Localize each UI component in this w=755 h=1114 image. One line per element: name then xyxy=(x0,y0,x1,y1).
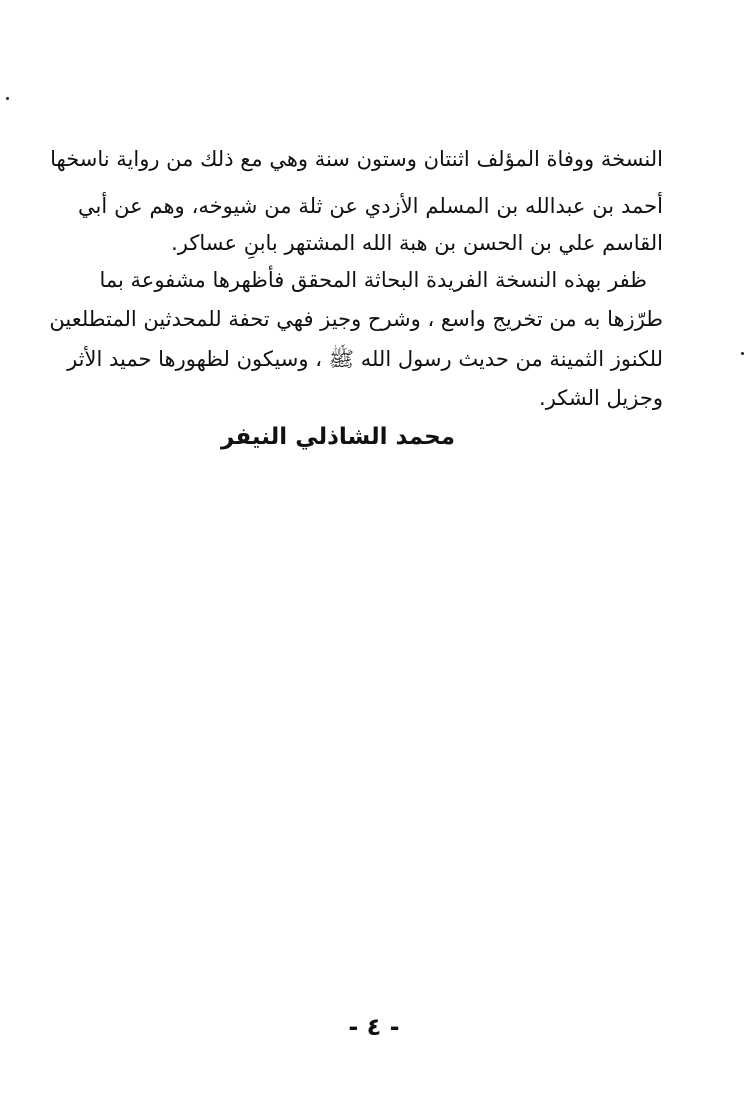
text-line: طرّزها به من تخريج واسع ، وشرح وجيز فهي تحفة للمحدثين المتطلعين xyxy=(49,307,663,331)
text-line: وجزيل الشكر. xyxy=(539,386,663,410)
author-signature: محمد الشاذلي النيفر xyxy=(221,424,455,450)
page-number: - ٤ - xyxy=(348,1013,400,1041)
margin-dot xyxy=(6,97,9,100)
body-text xyxy=(49,140,663,430)
text-line: ظفر بهذه النسخة الفريدة البحاثة المحقق فأظهرها مشفوعة بما xyxy=(99,268,647,292)
margin-dot xyxy=(741,352,744,355)
text-line: القاسم علي بن الحسن بن هبة الله المشتهر بابنِ عساكر. xyxy=(171,231,663,255)
text-line: النسخة ووفاة المؤلف اثنتان وستون سنة وهي مع ذلك من رواية ناسخها xyxy=(50,147,663,171)
text-line: للكنوز الثمينة من حديث رسول الله ﷺ ، وسيكون لظهورها حميد الأثر xyxy=(67,347,663,371)
text-line: أحمد بن عبدالله بن المسلم الأزدي عن ثلة من شيوخه، وهم عن أبي xyxy=(78,194,663,218)
